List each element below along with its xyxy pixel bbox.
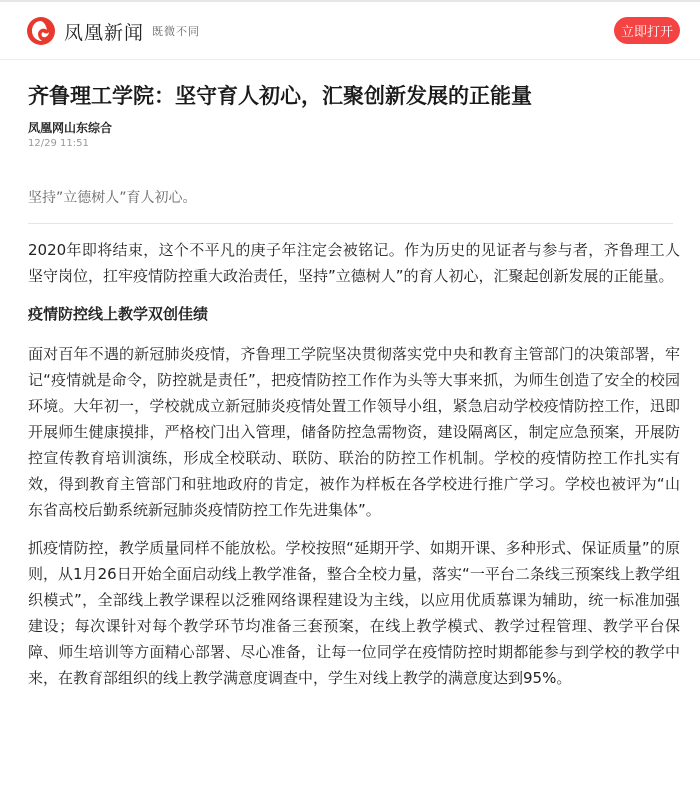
article-body	[28, 237, 680, 703]
section-heading: 疫情防控线上教学双创佳绩	[28, 305, 209, 323]
paragraph: 2020年即将结束，这个不平凡的庚子年注定会被铭记。作为历史的见证者与参与者，齐鲁理工人坚守岗位，扛牢疫情防控重大政治责任，坚持”立德树人”的育人初心，汇聚起创新发展的正能量。	[28, 241, 680, 285]
article-source[interactable]: 凤凰网山东综合	[28, 121, 113, 135]
paragraph: 面对百年不遇的新冠肺炎疫情，齐鲁理工学院坚决贯彻落实党中央和教育主管部门的决策部署，牢记“疫情就是命令，防控就是责任”，把疫情防控工作作为头等大事来抓，为师生创造了安全的校园环境。大年初一，学校就成立新冠肺炎疫情处置工作领导小组，紧急启动学校疫情防控工作，迅即开展师生健康摸排，严格校门出入管理，储备防控急需物资，建设隔离区，制定应急预案，开展防控宣传教育培训演练，形成全校联动、联防、联治的防控工作机制。学校的疫情防控工作扎实有效，得到教育主管部门和驻地政府的肯定，被作为样板在各学校进行推广学习。学校也被评为“山东省高校后勤系统新冠肺炎疫情防控工作先进集体”。	[28, 345, 680, 519]
app-header	[0, 2, 700, 60]
open-app-button[interactable]: 立即打开	[614, 17, 680, 44]
phoenix-logo-icon	[26, 16, 56, 46]
article-summary: 坚持”立德树人”育人初心。	[28, 190, 197, 206]
paragraph: 抓疫情防控，教学质量同样不能放松。学校按照“延期开学、如期开课、多种形式、保证质量”的原则，从1月26日开始全面启动线上教学准备，整合全校力量，落实“一平台二条线三预案线上教学组织模式”，全部线上教学课程以泛雅网络课程建设为主线，以应用优质慕课为辅助，统一标准加强建设；每次课针对每个教学环节均准备三套预案，在线上教学模式、教学过程管理、教学平台保障、师生培训等方面精心部署、尽心准备，让每一位同学在疫情防控时期都能参与到学校的教学中来，在教育部组织的线上教学满意度调查中，学生对线上教学的满意度达到95%。	[28, 539, 680, 687]
brand-slogan: 既微不同	[152, 25, 201, 38]
article-title: 齐鲁理工学院：坚守育人初心，汇聚创新发展的正能量	[28, 84, 532, 108]
brand-name: 凤凰新闻	[64, 21, 145, 44]
brand-logo[interactable]	[26, 14, 200, 48]
article-time: 12/29 11:51	[28, 138, 89, 149]
summary-divider	[28, 223, 673, 224]
